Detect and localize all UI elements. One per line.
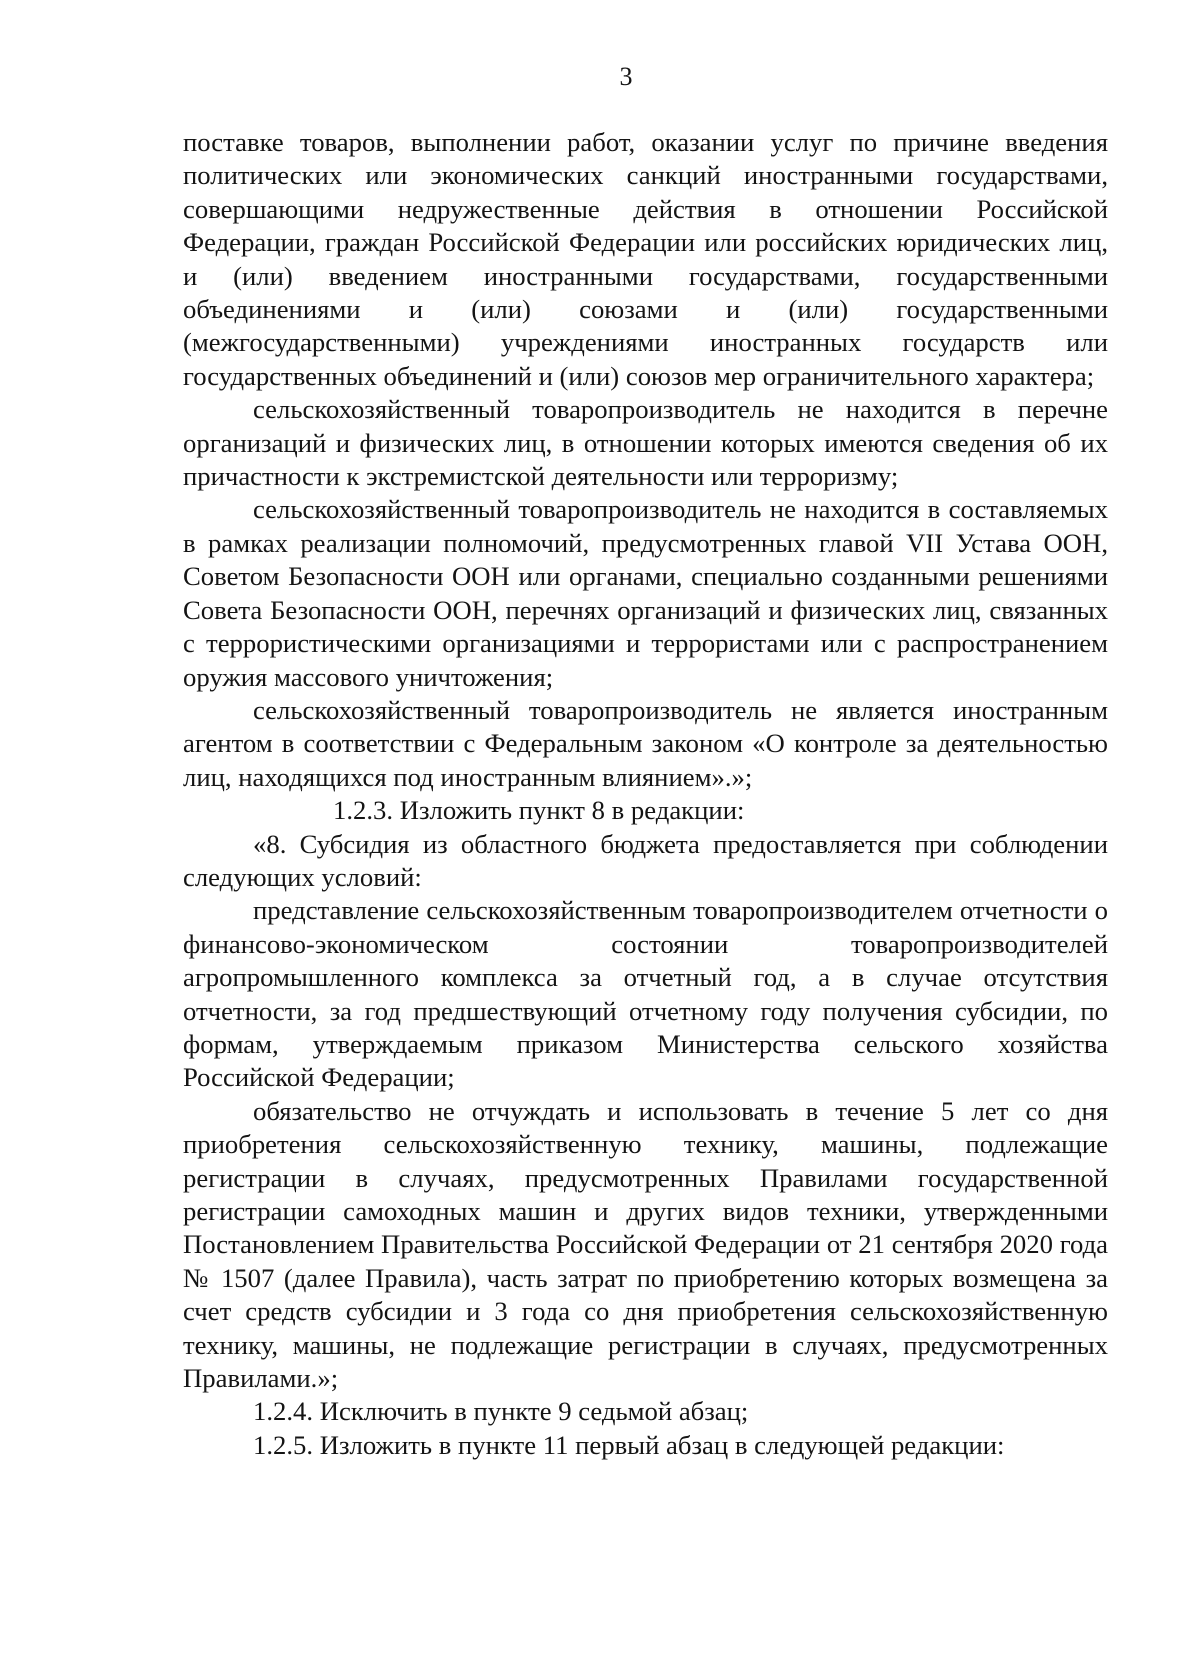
paragraph-obligation-condition: обязательство не отчуждать и использовать в течение 5 лет со дня приобретения сельскохозяйственную технику, машины, подлежащие регистрации в случаях, предусмотренных Правилами государственной регистрации самоходных машин и других видов техники, утвержденными Постановлением Правительства Российской Федерации от 21 сентября 2020 года № 1507 (далее Правила), часть затрат по приобретению которых возмещена за счет средств субсидии и 3 года со дня приобретения сельскохозяйственную технику, машины, не подлежащие регистрации в случаях, предусмотренных Правилами.»;: [183, 1095, 1108, 1394]
paragraph-clause-1-2-3: 1.2.3. Изложить пункт 8 в редакции:: [333, 795, 745, 826]
paragraph-clause-1-2-5: 1.2.5. Изложить в пункте 11 первый абзац в следующей редакции:: [253, 1429, 1005, 1460]
paragraph-clause-1-2-4: 1.2.4. Исключить в пункте 9 седьмой абзац;: [253, 1396, 749, 1427]
paragraph-sanctions-continuation: поставке товаров, выполнении работ, оказании услуг по причине введения политических или экономических санкций иностранными государствами, совершающими недружественные действия в отношении Российской Федерации, граждан Российской Федерации или российских юридических лиц, и (или) введением иностранными государствами, государственными объединениями и (или) союзами и (или) государственными (межгосударственными) учреждениями иностранных государств или государственных объединений и (или) союзов мер ограничительного характера;: [183, 127, 1108, 391]
paragraph-un-lists: сельскохозяйственный товаропроизводитель не находится в составляемых в рамках реализации полномочий, предусмотренных главой VII Устава ООН, Советом Безопасности ООН или органами, специально созданными решениями Совета Безопасности ООН, перечнях организаций и физических лиц, связанных с террористическими организациями и террористами или с распространением оружия массового уничтожения;: [183, 494, 1108, 692]
document-body: [183, 126, 1108, 1462]
paragraph-item-8: «8. Субсидия из областного бюджета предоставляется при соблюдении следующих условий:: [183, 828, 1108, 892]
paragraph-reporting-condition: представление сельскохозяйственным товаропроизводителем отчетности о финансово-экономическом состоянии товаропроизводителей агропромышленного комплекса за отчетный год, а в случае отсутствия отчетности, за год предшествующий отчетному году получения субсидии, по формам, утверждаемым приказом Министерства сельского хозяйства Российской Федерации;: [183, 895, 1108, 1093]
page-number: 3: [619, 62, 633, 91]
paragraph-foreign-agent: сельскохозяйственный товаропроизводитель не является иностранным агентом в соответствии с Федеральным законом «О контроле за деятельностью лиц, находящихся под иностранным влиянием».»;: [183, 694, 1108, 792]
paragraph-extremism-list: сельскохозяйственный товаропроизводитель не находится в перечне организаций и физических лиц, в отношении которых имеются сведения об их причастности к экстремистской деятельности или терроризму;: [183, 394, 1108, 492]
